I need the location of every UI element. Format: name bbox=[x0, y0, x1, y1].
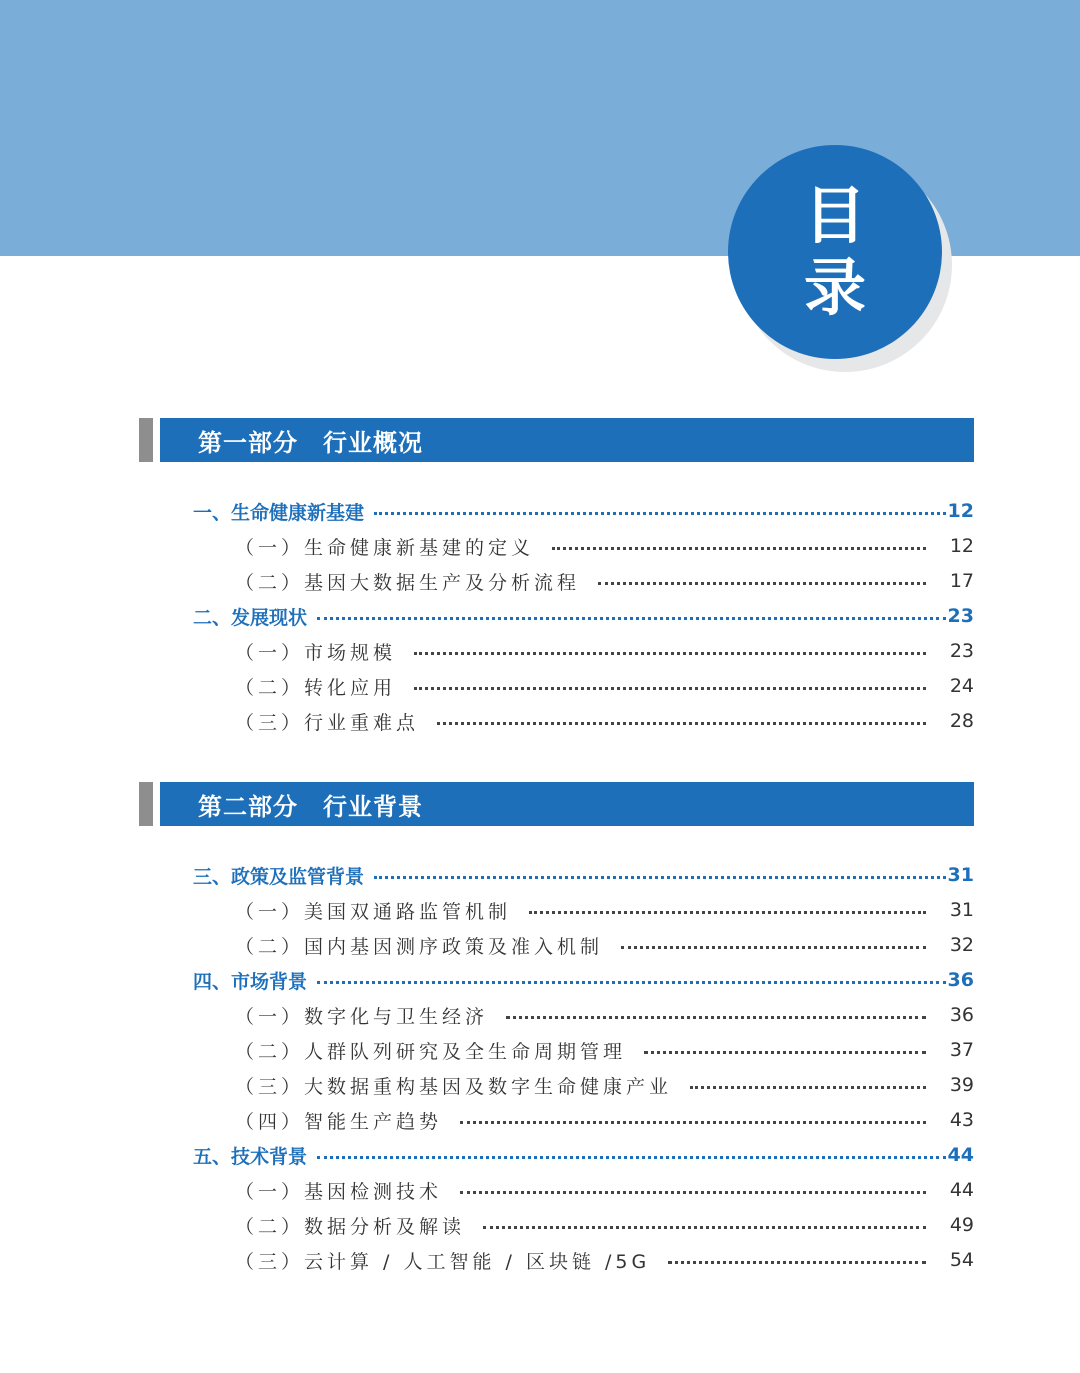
toc-item-title: （二）数据分析及解读 bbox=[235, 1215, 466, 1238]
toc-leader-dots bbox=[317, 1156, 946, 1159]
toc-page-number: 12 bbox=[947, 500, 974, 522]
toc-leader-dots bbox=[644, 1051, 926, 1054]
toc-page-number: 32 bbox=[949, 934, 974, 956]
toc-item[interactable] bbox=[235, 636, 974, 666]
toc-item[interactable] bbox=[235, 1175, 974, 1205]
toc-item-title: （二）转化应用 bbox=[235, 676, 397, 699]
part-header-stub bbox=[139, 418, 153, 462]
toc-item[interactable] bbox=[235, 1210, 974, 1240]
toc-item[interactable] bbox=[235, 1035, 974, 1065]
toc-item-title: （三）大数据重构基因及数字生命健康产业 bbox=[235, 1075, 673, 1098]
toc-item[interactable] bbox=[235, 531, 974, 561]
title-char-2: 录 bbox=[803, 251, 866, 324]
toc-leader-dots bbox=[374, 512, 946, 515]
toc-item-title: （一）市场规模 bbox=[235, 641, 397, 664]
toc-item[interactable] bbox=[235, 671, 974, 701]
toc-item[interactable] bbox=[235, 930, 974, 960]
toc-item[interactable] bbox=[235, 895, 974, 925]
toc-leader-dots bbox=[460, 1121, 926, 1124]
toc-section-5[interactable] bbox=[193, 1140, 974, 1170]
toc-section-title: 二、发展现状 bbox=[193, 606, 308, 629]
toc-leader-dots bbox=[414, 652, 926, 655]
toc-item-title: （三）行业重难点 bbox=[235, 711, 420, 734]
toc-item-title: （一）数字化与卫生经济 bbox=[235, 1005, 489, 1028]
toc-section-title: 一、生命健康新基建 bbox=[193, 501, 365, 524]
toc-leader-dots bbox=[529, 911, 926, 914]
toc-leader-dots bbox=[506, 1016, 926, 1019]
toc-section-title: 三、政策及监管背景 bbox=[193, 865, 365, 888]
toc-item-title: （三）云计算 / 人工智能 / 区块链 /5G bbox=[235, 1250, 651, 1273]
toc-page-number: 23 bbox=[949, 640, 974, 662]
toc-page-number: 12 bbox=[949, 535, 974, 557]
toc-item-title: （一）生命健康新基建的定义 bbox=[235, 536, 535, 559]
toc-item[interactable] bbox=[235, 1245, 974, 1275]
title-char-1: 目 bbox=[803, 179, 866, 252]
toc-section-1[interactable] bbox=[193, 496, 974, 526]
toc-section-title: 五、技术背景 bbox=[193, 1145, 308, 1168]
toc-leader-dots bbox=[317, 617, 946, 620]
toc-item[interactable] bbox=[235, 1000, 974, 1030]
toc-item-title: （二）人群队列研究及全生命周期管理 bbox=[235, 1040, 627, 1063]
part-header-bar bbox=[160, 418, 974, 462]
toc-section-title: 四、市场背景 bbox=[193, 970, 308, 993]
toc-leader-dots bbox=[668, 1261, 926, 1264]
part-header-1 bbox=[139, 418, 974, 462]
toc-item-title: （二）基因大数据生产及分析流程 bbox=[235, 571, 581, 594]
toc-page-number: 39 bbox=[949, 1074, 974, 1096]
toc-page-number: 17 bbox=[949, 570, 974, 592]
toc-page-number: 24 bbox=[949, 675, 974, 697]
toc-page-number: 36 bbox=[949, 1004, 974, 1026]
part-header-stub bbox=[139, 782, 153, 826]
toc-page-number: 44 bbox=[949, 1179, 974, 1201]
toc-section-4[interactable] bbox=[193, 965, 974, 995]
toc-item[interactable] bbox=[235, 1105, 974, 1135]
part-title: 第一部分 行业概况 bbox=[198, 428, 423, 457]
toc-page-number: 31 bbox=[947, 864, 974, 886]
toc-page-number: 23 bbox=[947, 605, 974, 627]
toc-leader-dots bbox=[317, 981, 946, 984]
toc-page-number: 54 bbox=[949, 1249, 974, 1271]
toc-page-number: 37 bbox=[949, 1039, 974, 1061]
toc-page-number: 43 bbox=[949, 1109, 974, 1131]
toc-page-number: 31 bbox=[949, 899, 974, 921]
part-header-2 bbox=[139, 782, 974, 826]
toc-leader-dots bbox=[598, 582, 926, 585]
toc-page-number: 36 bbox=[947, 969, 974, 991]
toc-page-number: 44 bbox=[947, 1144, 974, 1166]
toc-leader-dots bbox=[460, 1191, 926, 1194]
toc-leader-dots bbox=[552, 547, 926, 550]
toc-item[interactable] bbox=[235, 1070, 974, 1100]
toc-page-number: 49 bbox=[949, 1214, 974, 1236]
toc-leader-dots bbox=[414, 687, 926, 690]
toc-item[interactable] bbox=[235, 566, 974, 596]
toc-leader-dots bbox=[621, 946, 926, 949]
toc-item-title: （一）基因检测技术 bbox=[235, 1180, 443, 1203]
toc-leader-dots bbox=[437, 722, 926, 725]
toc-page-number: 28 bbox=[949, 710, 974, 732]
toc-item[interactable] bbox=[235, 706, 974, 736]
toc-item-title: （二）国内基因测序政策及准入机制 bbox=[235, 935, 604, 958]
toc-item-title: （四）智能生产趋势 bbox=[235, 1110, 443, 1133]
part-header-bar bbox=[160, 782, 974, 826]
toc-section-3[interactable] bbox=[193, 860, 974, 890]
toc-leader-dots bbox=[690, 1086, 926, 1089]
toc-item-title: （一）美国双通路监管机制 bbox=[235, 900, 512, 923]
toc-section-2[interactable] bbox=[193, 601, 974, 631]
toc-leader-dots bbox=[374, 876, 946, 879]
title-circle bbox=[728, 145, 942, 359]
toc-leader-dots bbox=[483, 1226, 926, 1229]
part-title: 第二部分 行业背景 bbox=[198, 792, 423, 821]
